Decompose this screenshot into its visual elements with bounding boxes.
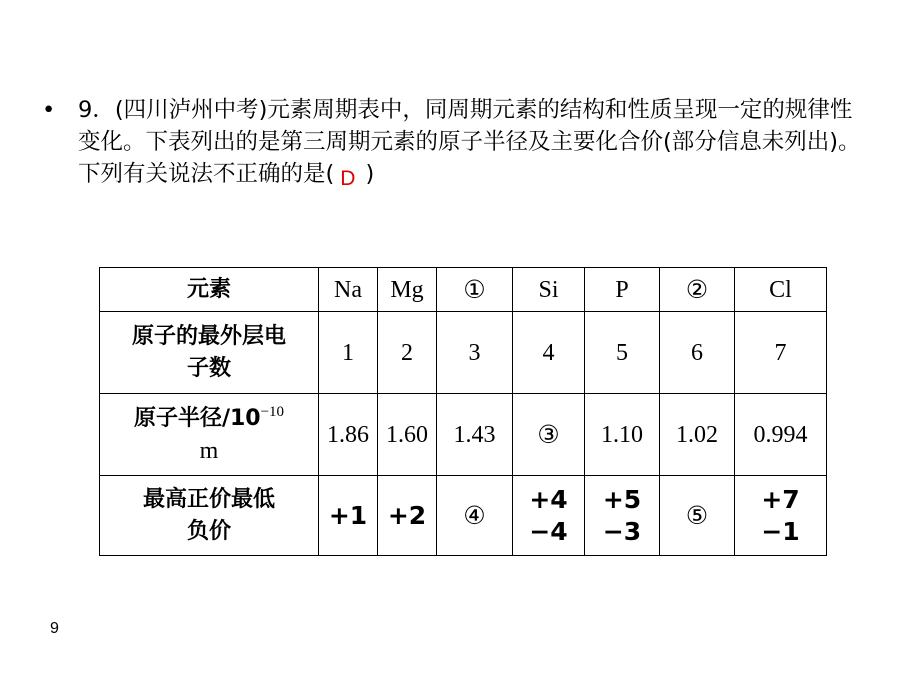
valence-mg: +2 [378,476,437,556]
radius-p: 1.10 [585,394,660,476]
row-valence [100,476,827,556]
electrons-cl: 7 [735,312,827,394]
electrons-c3: 3 [437,312,513,394]
electrons-mg: 2 [378,312,437,394]
radius-label-unit: m [199,438,219,464]
valence-cl-high: +7 [761,484,800,514]
row-electrons [100,312,827,394]
valence-si-high: +4 [529,484,568,514]
cell-si: Si [513,268,585,312]
electrons-c6: 6 [660,312,735,394]
cell-p: P [585,268,660,312]
row-label-valence: 最高正价最低负价 [100,476,319,556]
row-elements [100,268,827,312]
electrons-si: 4 [513,312,585,394]
row-label-elements: 元素 [100,268,319,312]
valence-p-high: +5 [602,484,642,514]
radius-cl: 0.994 [735,394,827,476]
radius-label-exponent: −10 [260,404,285,420]
row-radius [100,394,827,476]
answer-letter: D [340,167,356,190]
radius-mg: 1.60 [378,394,437,476]
cell-cl: Cl [735,268,827,312]
bullet: • [42,97,56,123]
valence-p [585,476,660,556]
valence-p-low: −3 [602,516,642,546]
row-label-electrons: 原子的最外层电子数 [100,312,319,394]
valence-blank-4: ④ [437,476,513,556]
element-table [99,267,827,556]
cell-blank-2: ② [660,268,735,312]
valence-cl [735,476,827,556]
page-number: 9 [50,620,59,637]
valence-si [513,476,585,556]
radius-si-blank: ③ [513,394,585,476]
electrons-na: 1 [319,312,378,394]
question-body: 元素周期表中，同周期元素的结构和性质呈现一定的规律性变化。下表列出的是第三周期元素的原子半径及主要化合价(部分信息未列出)。下列有关说法不正确的是( [78,97,861,187]
valence-na: +1 [319,476,378,556]
valence-si-low: −4 [529,516,568,546]
question-close: ) [365,161,375,187]
question-block [42,94,872,191]
radius-c6: 1.02 [660,394,735,476]
radius-label-text: 原子半径/10 [133,406,261,431]
cell-mg: Mg [378,268,437,312]
valence-cl-low: −1 [761,516,800,546]
question-text [78,94,872,191]
radius-na: 1.86 [319,394,378,476]
question-source: 9．(四川泸州中考) [78,97,268,123]
valence-blank-5: ⑤ [660,476,735,556]
electrons-p: 5 [585,312,660,394]
cell-blank-1: ① [437,268,513,312]
cell-na: Na [319,268,378,312]
row-label-radius [100,394,319,476]
radius-c3: 1.43 [437,394,513,476]
